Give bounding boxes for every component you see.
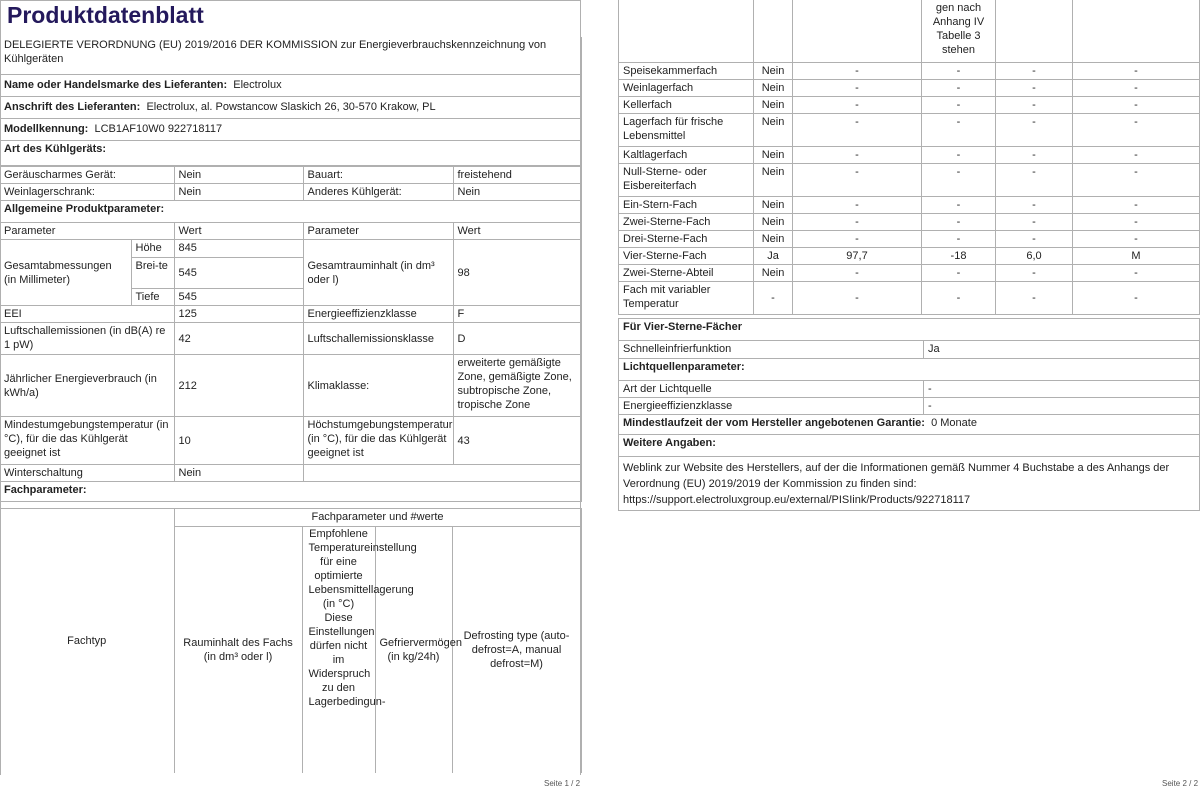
energy-value: 212 [174,355,303,417]
general-header-row [0,223,581,240]
noise-class-value: D [453,323,581,355]
compartment-value: - [922,230,996,247]
compartment-list-table [618,0,1200,315]
compartment-value: - [996,264,1073,281]
further-heading: Weitere Angaben: [619,435,1200,457]
compartment-value: - [922,96,996,113]
page-1 [0,0,582,789]
climate-label: Klimaklasse: [303,355,453,417]
compartment-value: - [793,196,922,213]
weblink-text: Weblink zur Website des Herstellers, auf der die Informationen gemäß Nummer 4 Buchstabe a des Anhangs der Verordnung (EU) 2019/2019 der Kommission zu finden sind: https://support.electroluxgroup.eu/external/PISIink/Products/922718117 [619,457,1200,511]
general-heading: Allgemeine Produktparameter: [0,201,581,223]
compartment-value: - [996,62,1073,79]
volume-label: Gesamtrauminhalt (in dm³ oder l) [303,240,453,306]
compartment-value: Nein [754,79,793,96]
compartment-name: Kaltlagerfach [619,146,754,163]
type-value-construction: freistehend [453,167,581,184]
compartment-value: -18 [922,247,996,264]
compartment-value: Nein [754,230,793,247]
compartment-value: 97,7 [793,247,922,264]
compartment-row [619,196,1200,213]
compartment-value: - [1073,213,1200,230]
compartment-row [619,113,1200,146]
address-label: Anschrift des Lieferanten: [4,101,141,113]
compartment-name: Weinlagerfach [619,79,754,96]
type-value-silent: Nein [174,167,303,184]
type-value-wine: Nein [174,184,303,201]
compartment-name: Drei-Sterne-Fach [619,230,754,247]
fach-type-header: Fachtyp [0,509,174,773]
warranty-label: Mindestlaufzeit der vom Hersteller angebotenen Garantie: [623,417,925,429]
min-temp-label: Mindestumgebungstemperatur (in °C), für die das Kühlgerät geeignet ist [0,417,174,465]
continued-cell-2 [754,0,793,62]
type-label-wine: Weinlagerschrank: [0,184,174,201]
compartment-name: Fach mit variabler Temperatur [619,281,754,314]
fach-freeze-header: Gefriervermögen (in kg/24h) [375,527,452,773]
compartment-value: - [1073,163,1200,196]
compartment-value: Nein [754,146,793,163]
header-parameter-2: Parameter [303,223,453,240]
compartment-row [619,163,1200,196]
supplier-value: Electrolux [233,79,282,91]
compartment-value: - [922,146,996,163]
fach-volume-header: Rauminhalt des Fachs (in dm³ oder l) [174,527,302,773]
compartment-value: - [793,79,922,96]
compartment-value: - [793,264,922,281]
compartment-value: - [754,281,793,314]
header-parameter-1: Parameter [0,223,174,240]
compartment-value: - [996,281,1073,314]
compartment-row [619,79,1200,96]
compartment-value: - [996,113,1073,146]
light-type-label: Art der Lichtquelle [619,381,924,398]
compartment-value: - [1073,113,1200,146]
compartment-name: Ein-Stern-Fach [619,196,754,213]
compartment-name: Speisekammerfach [619,62,754,79]
address-value: Electrolux, al. Powstancow Slaskich 26, 30-570 Krakow, PL [146,101,436,113]
dim-width-value: 545 [174,258,303,289]
compartment-row [619,62,1200,79]
compartment-value: - [1073,146,1200,163]
compartment-params-table [0,508,582,773]
dim-width-label: Brei-te [131,258,174,289]
compartment-row [619,213,1200,230]
compartment-value: - [1073,230,1200,247]
address-row [0,96,581,118]
compartment-value: - [922,196,996,213]
compartment-value: - [793,230,922,247]
fach-temp-header: Empfohlene Temperatureinstellung für eine optimierte Lebensmittellagerung (in °C) Diese Einstellungen dürfen nicht im Widerspruch zu den Lagerbedingun- [302,527,375,773]
compartment-value: - [996,163,1073,196]
continued-temp-text: gen nach Anhang IV Tabelle 3 stehen [922,0,996,62]
compartment-value: - [922,113,996,146]
compartment-value: M [1073,247,1200,264]
compartment-name: Kellerfach [619,96,754,113]
continued-cell-5 [996,0,1073,62]
compartment-value: Nein [754,163,793,196]
compartment-name: Vier-Sterne-Fach [619,247,754,264]
page-2 [618,0,1200,789]
compartment-value: - [996,196,1073,213]
compartment-value: - [793,146,922,163]
warranty-row [619,415,1200,435]
climate-value: erweiterte gemäßigte Zone, gemäßigte Zone, subtropische Zone, tropische Zone [453,355,581,417]
type-row-1 [0,167,581,184]
continued-cell-1 [619,0,754,62]
energy-label: Jährlicher Energieverbrauch (in kWh/a) [0,355,174,417]
general-params-table [0,166,582,502]
compartment-name: Null-Sterne- oder Eisbereiterfach [619,163,754,196]
noise-label: Luftschallemissionen (in dB(A) re 1 pW) [0,323,174,355]
model-row [0,118,581,140]
continued-header-row [619,0,1200,62]
dims-label: Gesamtabmessungen (in Millimeter) [0,240,131,306]
compartment-value: - [922,213,996,230]
light-heading: Lichtquellenparameter: [619,359,1200,381]
type-label-silent: Geräuscharmes Gerät: [0,167,174,184]
model-value: LCB1AF10W0 922718117 [94,123,223,135]
compartment-value: - [1073,96,1200,113]
compartment-value: - [996,213,1073,230]
compartment-value: 6,0 [996,247,1073,264]
type-row-2 [0,184,581,201]
eei-value: 125 [174,306,303,323]
document-title: Produktdatenblatt [7,2,204,28]
compartment-value: - [922,62,996,79]
dim-height-label: Höhe [131,240,174,258]
compartment-name: Zwei-Sterne-Abteil [619,264,754,281]
noise-class-label: Luftschallemissionsklasse [303,323,453,355]
type-heading: Art des Kühlgeräts: [0,140,581,165]
compartment-row [619,281,1200,314]
compartment-row [619,264,1200,281]
dim-depth-value: 545 [174,289,303,306]
header-info-table [0,37,582,166]
page-number-1: Seite 1 / 2 [544,779,581,788]
fach-heading: Fachparameter: [0,482,581,502]
quickfreeze-label: Schnelleinfrierfunktion [619,341,924,359]
regulation-text: DELEGIERTE VERORDNUNG (EU) 2019/2016 DER KOMMISSION zur Energieverbrauchskennzeichnung von Kühlgeräten [0,37,581,74]
compartment-value: Nein [754,213,793,230]
compartment-value: - [996,146,1073,163]
compartment-value: - [793,62,922,79]
compartment-value: Nein [754,62,793,79]
fach-defrost-header: Defrosting type (auto-defrost=A, manual defrost=M) [452,527,581,773]
compartment-value: - [1073,196,1200,213]
supplier-row [0,74,581,96]
supplier-label: Name oder Handelsmarke des Lieferanten: [4,79,228,91]
compartment-row [619,96,1200,113]
light-efficiency-label: Energieeffizienzklasse [619,398,924,415]
efficiency-class-value: F [453,306,581,323]
volume-value: 98 [453,240,581,306]
type-label-other: Anderes Kühlgerät: [303,184,453,201]
compartment-value: - [793,213,922,230]
compartment-value: - [922,163,996,196]
light-efficiency-value: - [924,398,1200,415]
noise-value: 42 [174,323,303,355]
compartment-value: - [996,96,1073,113]
dim-height-value: 845 [174,240,303,258]
compartment-value: - [996,230,1073,247]
compartment-value: - [1073,264,1200,281]
winter-value: Nein [174,465,303,482]
fach-group-header: Fachparameter und #werte [174,509,581,527]
dim-depth-label: Tiefe [131,289,174,306]
compartment-value: - [793,163,922,196]
compartment-row [619,247,1200,264]
light-type-value: - [924,381,1200,398]
min-temp-value: 10 [174,417,303,465]
winter-empty-cell [303,465,581,482]
winter-label: Winterschaltung [0,465,174,482]
header-value-2: Wert [453,223,581,240]
compartment-value: - [996,79,1073,96]
header-value-1: Wert [174,223,303,240]
four-star-heading: Für Vier-Sterne-Fächer [619,319,1200,341]
compartment-value: - [1073,79,1200,96]
eei-label: EEI [0,306,174,323]
compartment-value: - [922,264,996,281]
continued-cell-3 [793,0,922,62]
quickfreeze-value: Ja [924,341,1200,359]
compartment-value: - [1073,62,1200,79]
compartment-value: Nein [754,196,793,213]
compartment-value: - [793,281,922,314]
compartment-value: Nein [754,96,793,113]
compartment-value: - [1073,281,1200,314]
compartment-value: Nein [754,113,793,146]
warranty-value: 0 Monate [931,417,977,429]
compartment-value: - [793,113,922,146]
type-label-construction: Bauart: [303,167,453,184]
page-number-2: Seite 2 / 2 [1162,779,1199,788]
max-temp-label: Höchstumgebungstemperatur (in °C), für die das Kühlgerät geeignet ist [303,417,453,465]
continued-cell-6 [1073,0,1200,62]
compartment-value: - [922,281,996,314]
compartment-row [619,230,1200,247]
model-label: Modellkennung: [4,123,89,135]
efficiency-class-label: Energieeffizienzklasse [303,306,453,323]
compartment-name: Zwei-Sterne-Fach [619,213,754,230]
compartment-value: - [922,79,996,96]
max-temp-value: 43 [453,417,581,465]
bottom-info-table [618,318,1200,511]
compartment-value: Ja [754,247,793,264]
compartment-row [619,146,1200,163]
compartment-name: Lagerfach für frische Lebensmittel [619,113,754,146]
compartment-value: - [793,96,922,113]
type-value-other: Nein [453,184,581,201]
compartment-value: Nein [754,264,793,281]
